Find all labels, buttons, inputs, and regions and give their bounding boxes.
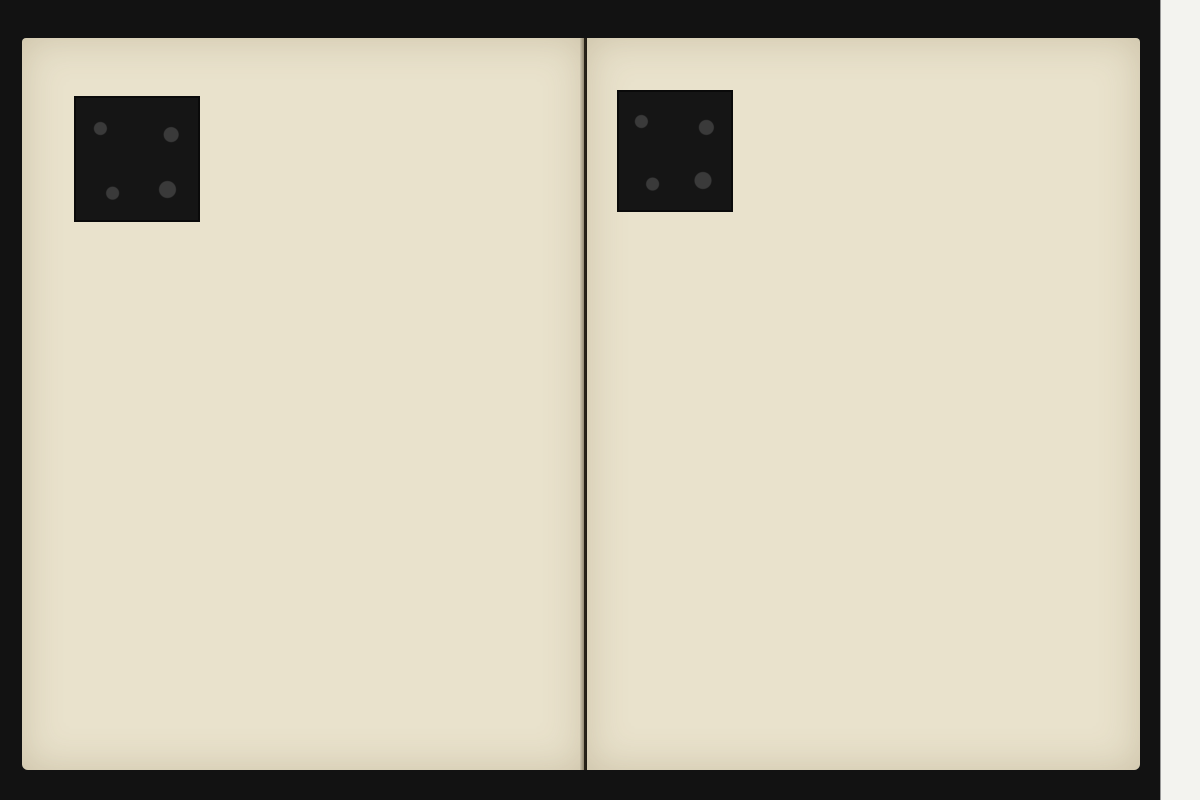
music-staff [747,173,1097,205]
music-staff [215,183,560,215]
empty-staff [78,678,560,712]
music-staff [78,270,560,302]
left-page [22,38,584,770]
music-staff [78,518,560,550]
music-staff [615,426,1097,458]
music-staff [615,260,1097,292]
music-staff [78,436,560,468]
music-staff [615,508,1097,540]
decorated-initial-s [74,96,200,222]
music-staff-final [615,592,1097,624]
music-staff [78,352,560,384]
music-staff [615,342,1097,374]
measuring-ruler [1160,0,1200,800]
music-staff [215,98,560,130]
decorated-initial-a [617,90,733,212]
music-staff [747,88,1097,120]
right-page [587,38,1140,770]
music-staff [78,600,560,632]
empty-staff [615,674,1097,708]
